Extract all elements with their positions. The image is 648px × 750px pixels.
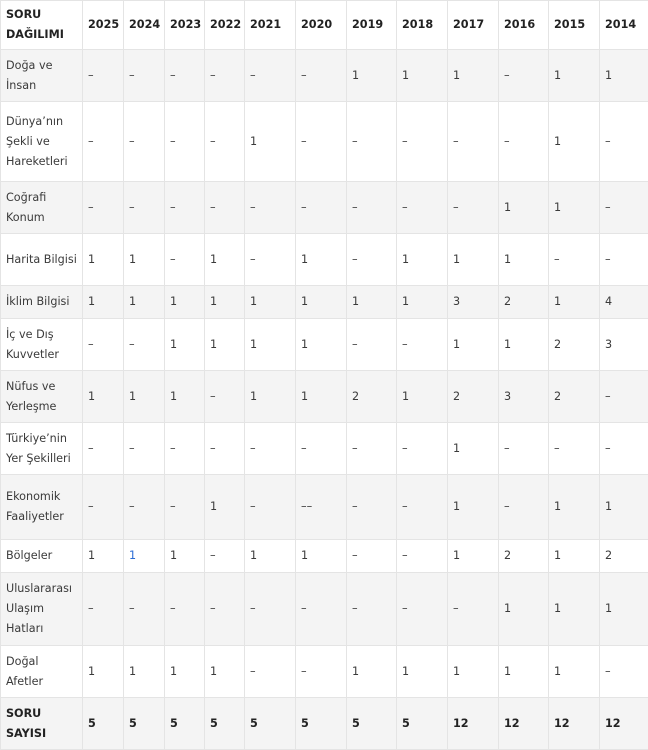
cell-value: – <box>600 423 648 475</box>
cell-value: – <box>347 573 397 646</box>
row-topic: Doğal Afetler <box>1 646 83 698</box>
header-year-2016: 2016 <box>499 1 549 50</box>
total-label: SORU SAYISI <box>1 698 83 750</box>
table-row <box>1 540 648 573</box>
cell-value: – <box>205 182 245 234</box>
cell-value: 1 <box>549 102 600 182</box>
total-row <box>1 698 648 750</box>
header-year-2019: 2019 <box>347 1 397 50</box>
cell-value: – <box>347 319 397 371</box>
table-row <box>1 102 648 182</box>
cell-value: 1 <box>165 371 205 423</box>
cell-value: – <box>296 182 347 234</box>
table-row <box>1 182 648 234</box>
cell-value: 1 <box>448 540 499 573</box>
table-row <box>1 234 648 286</box>
cell-value: 1 <box>205 319 245 371</box>
cell-value: – <box>124 573 165 646</box>
cell-value: 3 <box>600 319 648 371</box>
cell-value: – <box>296 423 347 475</box>
cell-value: 1 <box>347 286 397 319</box>
cell-value: 1 <box>83 286 124 319</box>
row-topic: Türkiye’nin Yer Şekilleri <box>1 423 83 475</box>
cell-value: 1 <box>448 475 499 540</box>
cell-value: – <box>397 182 448 234</box>
cell-value: 1 <box>549 573 600 646</box>
cell-value: 1 <box>296 371 347 423</box>
cell-value: 1 <box>296 540 347 573</box>
header-row <box>1 1 648 50</box>
cell-value: 1 <box>397 646 448 698</box>
row-topic: Harita Bilgisi <box>1 234 83 286</box>
cell-value: – <box>83 182 124 234</box>
cell-value: 2 <box>448 371 499 423</box>
row-topic: Bölgeler <box>1 540 83 573</box>
cell-value: 1 <box>499 319 549 371</box>
header-soru-dagilimi: SORU DAĞILIMI <box>1 1 83 50</box>
cell-value: – <box>124 182 165 234</box>
cell-value: – <box>549 423 600 475</box>
cell-value: – <box>83 102 124 182</box>
cell-value: 1 <box>245 102 296 182</box>
cell-value: – <box>347 475 397 540</box>
cell-value: 1 <box>205 234 245 286</box>
cell-value: – <box>124 423 165 475</box>
cell-value: 1 <box>296 286 347 319</box>
cell-value: 1 <box>448 423 499 475</box>
header-year-2021: 2021 <box>245 1 296 50</box>
total-value: 5 <box>124 698 165 750</box>
cell-value: – <box>245 50 296 102</box>
cell-value: – <box>205 423 245 475</box>
cell-value: – <box>205 50 245 102</box>
cell-value: – <box>499 50 549 102</box>
cell-value: 1 <box>124 234 165 286</box>
cell-value: 1 <box>165 540 205 573</box>
cell-value: – <box>397 573 448 646</box>
cell-value: 1 <box>499 234 549 286</box>
cell-value: 1 <box>549 50 600 102</box>
cell-value: 1 <box>397 234 448 286</box>
total-value: 5 <box>205 698 245 750</box>
cell-value: 1 <box>448 50 499 102</box>
cell-value: 1 <box>549 182 600 234</box>
cell-value: – <box>124 475 165 540</box>
table-row <box>1 646 648 698</box>
cell-value: 2 <box>347 371 397 423</box>
cell-value: 1 <box>600 50 648 102</box>
cell-value: – <box>165 423 205 475</box>
cell-value: – <box>205 573 245 646</box>
cell-value: 1 <box>549 286 600 319</box>
cell-value: – <box>397 102 448 182</box>
cell-value: 1 <box>245 286 296 319</box>
header-year-2023: 2023 <box>165 1 205 50</box>
cell-value: 1 <box>549 540 600 573</box>
cell-value: – <box>600 182 648 234</box>
cell-value: – <box>296 102 347 182</box>
cell-value: 1 <box>499 182 549 234</box>
cell-value: 2 <box>499 286 549 319</box>
cell-value: 1 <box>549 646 600 698</box>
cell-value: – <box>165 102 205 182</box>
total-value: 5 <box>397 698 448 750</box>
cell-value: 1 <box>165 286 205 319</box>
cell-value: – <box>600 102 648 182</box>
cell-value: – <box>499 423 549 475</box>
total-value: 5 <box>347 698 397 750</box>
cell-value: 1 <box>296 319 347 371</box>
cell-value: – <box>245 234 296 286</box>
cell-value: – <box>245 573 296 646</box>
cell-value: 1 <box>600 475 648 540</box>
cell-value: 2 <box>549 371 600 423</box>
cell-value: 2 <box>600 540 648 573</box>
cell-value: 1 <box>448 319 499 371</box>
cell-value: 1 <box>83 646 124 698</box>
cell-value: – <box>347 423 397 475</box>
cell-value: – <box>397 423 448 475</box>
cell-value: 1 <box>397 286 448 319</box>
header-year-2022: 2022 <box>205 1 245 50</box>
cell-value: – <box>296 573 347 646</box>
cell-value: 2 <box>549 319 600 371</box>
table-row <box>1 319 648 371</box>
table-row <box>1 573 648 646</box>
cell-value: – <box>600 234 648 286</box>
cell-value: – <box>448 182 499 234</box>
cell-value: – <box>165 50 205 102</box>
cell-value: 1 <box>448 646 499 698</box>
cell-value: – <box>205 540 245 573</box>
cell-value: 1 <box>124 646 165 698</box>
header-year-2018: 2018 <box>397 1 448 50</box>
cell-value: – <box>296 646 347 698</box>
header-year-2014: 2014 <box>600 1 648 50</box>
cell-value: 1 <box>600 573 648 646</box>
row-topic: Coğrafi Konum <box>1 182 83 234</box>
cell-value: – <box>83 423 124 475</box>
cell-value: – <box>600 646 648 698</box>
cell-value: – <box>347 540 397 573</box>
cell-value: 1 <box>448 234 499 286</box>
table-row <box>1 286 648 319</box>
cell-value: – <box>124 319 165 371</box>
cell-value: – <box>83 475 124 540</box>
cell-value: – <box>397 319 448 371</box>
cell-value: – <box>499 102 549 182</box>
cell-value: – <box>245 475 296 540</box>
cell-value: 1 <box>124 371 165 423</box>
table-row <box>1 371 648 423</box>
header-year-2024: 2024 <box>124 1 165 50</box>
cell-value: 1 <box>499 573 549 646</box>
cell-value: – <box>347 182 397 234</box>
cell-value: 1 <box>296 234 347 286</box>
cell-value: 1 <box>245 540 296 573</box>
cell-value: 1 <box>499 646 549 698</box>
cell-value: 3 <box>448 286 499 319</box>
cell-value: 1 <box>245 319 296 371</box>
row-topic: Ekonomik Faaliyetler <box>1 475 83 540</box>
cell-value: 1 <box>83 371 124 423</box>
cell-value: – <box>83 573 124 646</box>
table-row <box>1 50 648 102</box>
cell-value: – <box>296 50 347 102</box>
header-year-2020: 2020 <box>296 1 347 50</box>
cell-value: – <box>245 182 296 234</box>
cell-value: – <box>245 646 296 698</box>
cell-value: – <box>205 102 245 182</box>
cell-value: – <box>245 423 296 475</box>
cell-value: – <box>397 540 448 573</box>
header-year-2017: 2017 <box>448 1 499 50</box>
cell-value: 3 <box>499 371 549 423</box>
row-topic: Uluslararası Ulaşım Hatları <box>1 573 83 646</box>
cell-value: – <box>83 319 124 371</box>
cell-value: 1 <box>347 50 397 102</box>
total-value: 12 <box>448 698 499 750</box>
total-value: 12 <box>499 698 549 750</box>
table-row <box>1 475 648 540</box>
cell-value: 1 <box>205 475 245 540</box>
cell-value: – <box>347 234 397 286</box>
cell-value: 1 <box>205 286 245 319</box>
cell-value: 1 <box>347 646 397 698</box>
cell-value: 1 <box>83 540 124 573</box>
row-topic: İç ve Dış Kuvvetler <box>1 319 83 371</box>
cell-value: 1 <box>205 646 245 698</box>
total-value: 5 <box>165 698 205 750</box>
row-topic: Dünya’nın Şekli ve Hareketleri <box>1 102 83 182</box>
total-value: 5 <box>83 698 124 750</box>
cell-value-link[interactable]: 1 <box>124 540 165 573</box>
cell-value: 2 <box>499 540 549 573</box>
cell-value: 1 <box>83 234 124 286</box>
cell-value: 1 <box>397 50 448 102</box>
total-value: 12 <box>549 698 600 750</box>
cell-value: – <box>165 573 205 646</box>
total-value: 5 <box>296 698 347 750</box>
cell-value: 1 <box>165 646 205 698</box>
cell-value: – <box>600 371 648 423</box>
cell-value: 1 <box>245 371 296 423</box>
cell-value: – <box>165 475 205 540</box>
total-value: 5 <box>245 698 296 750</box>
cell-value: – <box>165 234 205 286</box>
cell-value: 1 <box>165 319 205 371</box>
cell-value: 4 <box>600 286 648 319</box>
header-year-2025: 2025 <box>83 1 124 50</box>
row-topic: Doğa ve İnsan <box>1 50 83 102</box>
cell-value: – <box>499 475 549 540</box>
row-topic: Nüfus ve Yerleşme <box>1 371 83 423</box>
cell-value: – <box>124 102 165 182</box>
cell-value: –– <box>296 475 347 540</box>
cell-value: – <box>124 50 165 102</box>
cell-value: – <box>83 50 124 102</box>
cell-value: – <box>448 102 499 182</box>
total-value: 12 <box>600 698 648 750</box>
cell-value: – <box>347 102 397 182</box>
cell-value: – <box>448 573 499 646</box>
cell-value: – <box>397 475 448 540</box>
cell-value: 1 <box>124 286 165 319</box>
table-row <box>1 423 648 475</box>
cell-value: 1 <box>549 475 600 540</box>
cell-value: – <box>205 371 245 423</box>
cell-value: 1 <box>397 371 448 423</box>
header-year-2015: 2015 <box>549 1 600 50</box>
row-topic: İklim Bilgisi <box>1 286 83 319</box>
cell-value: – <box>549 234 600 286</box>
cell-value: – <box>165 182 205 234</box>
